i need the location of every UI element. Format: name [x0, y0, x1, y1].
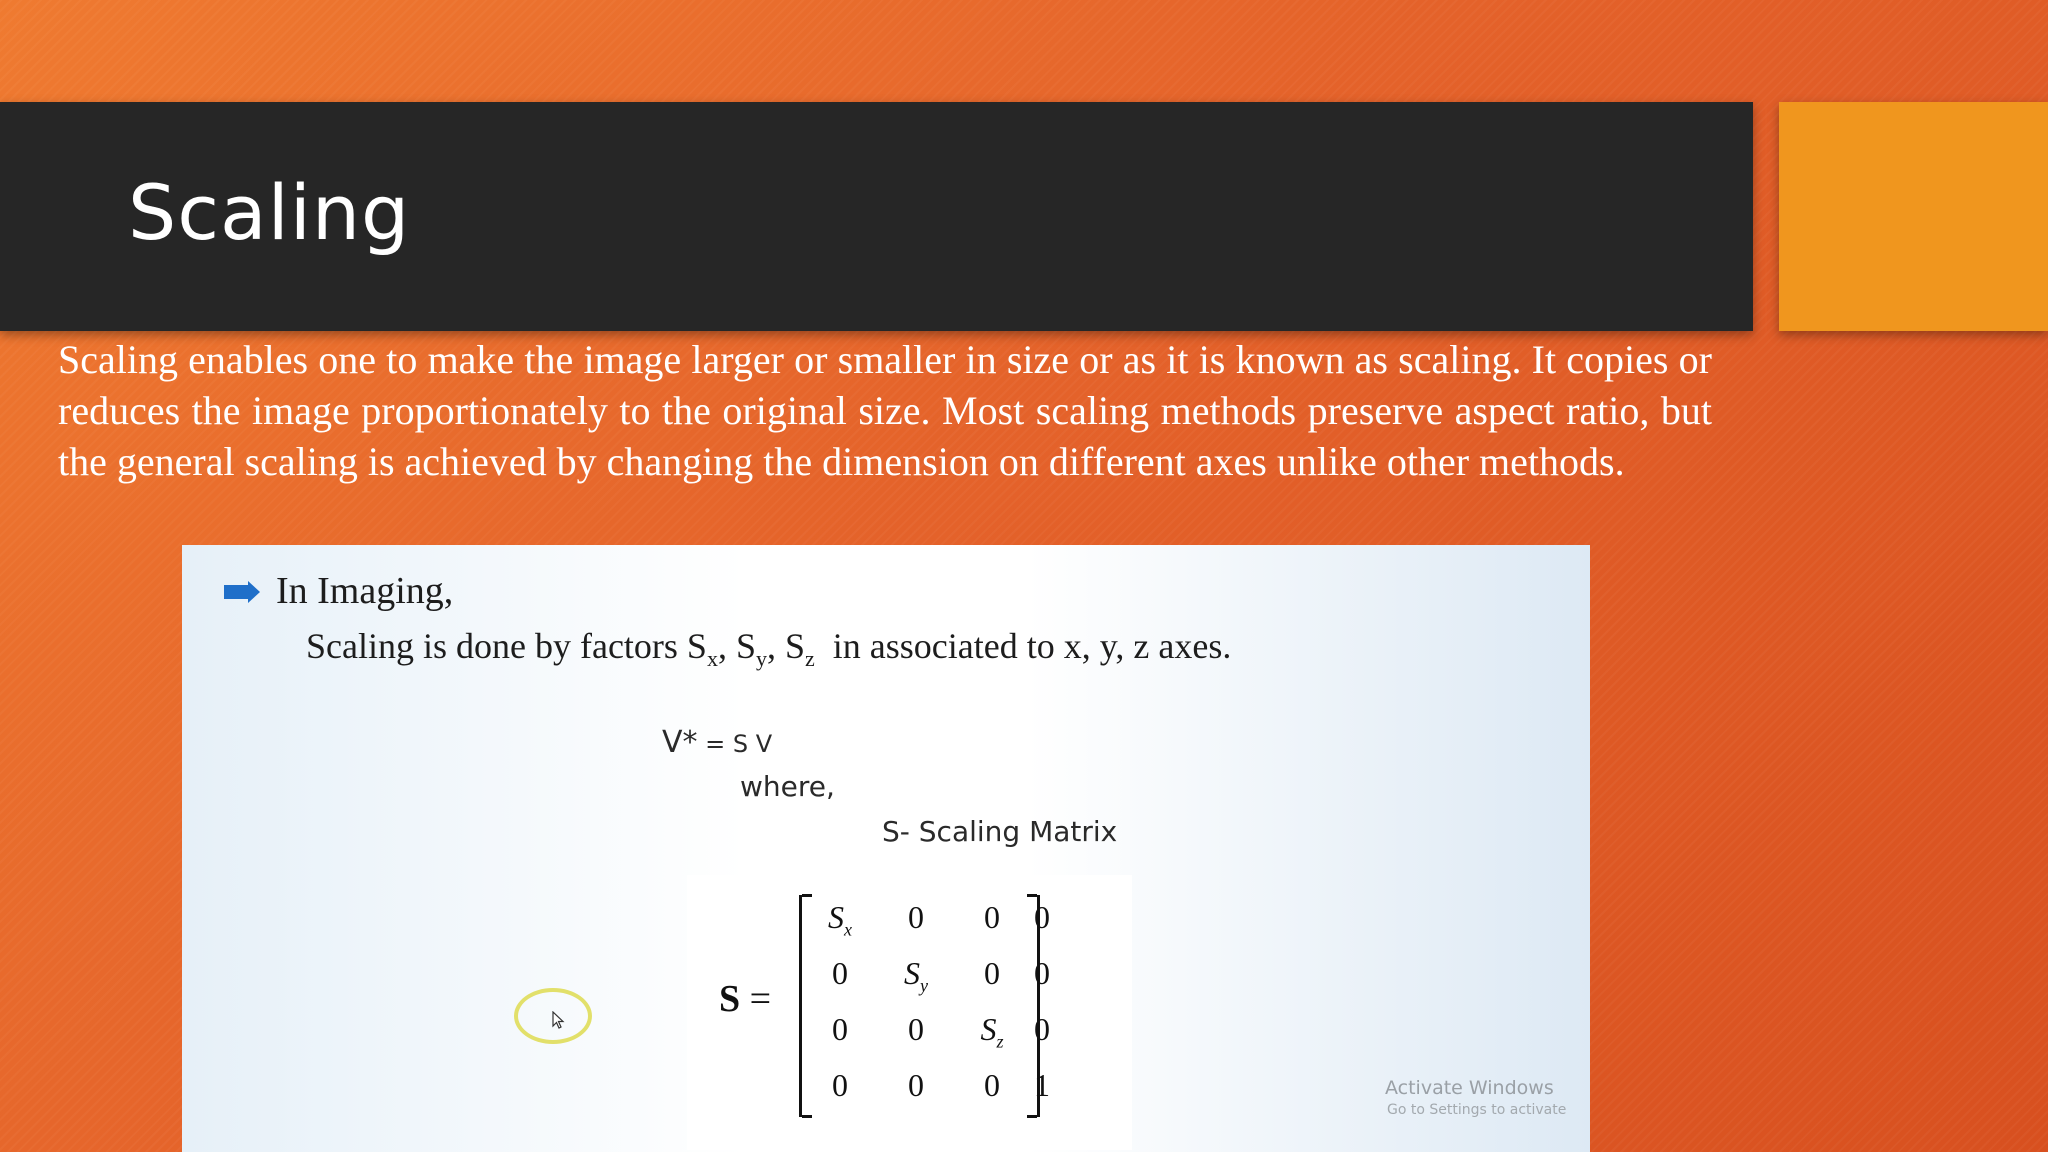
line-suffix: in associated to x, y, z axes.: [814, 626, 1232, 666]
sep-1: , S: [717, 626, 756, 666]
matrix-cell: 0: [1034, 955, 1050, 991]
activate-windows-watermark: Activate Windows: [1385, 1077, 1554, 1099]
slide-paragraph: Scaling enables one to make the image larger or smaller in size or as it is known as scaling. It copies or reduces the image proportionately to the original size. Most scaling methods preserve aspect ratio, but the general scaling is achieved by changing the dimension on different axes unlike other methods.: [58, 337, 1712, 484]
matrix-cell: 0: [832, 1067, 848, 1103]
mouse-pointer-icon: [552, 1011, 566, 1029]
matrix-cell: 1: [1034, 1067, 1050, 1103]
matrix-cell: 0: [908, 899, 924, 935]
equation: [662, 725, 772, 760]
matrix-cell: $S_y$: [904, 955, 928, 996]
scaling-factors-line: [306, 625, 1231, 672]
accent-box: [1779, 102, 2048, 331]
where-text: where,: [740, 770, 835, 803]
sub-x: x: [706, 646, 718, 672]
sep-2: , S: [766, 626, 806, 666]
sub-z: z: [805, 646, 815, 672]
eq-rhs: S V: [732, 730, 773, 758]
matrix-cell: 0: [1034, 1011, 1050, 1047]
matrix-cell: 0: [832, 955, 848, 991]
sub-y: y: [755, 646, 767, 672]
scaling-matrix-label: S- Scaling Matrix: [882, 815, 1118, 848]
matrix-cell: 0: [984, 899, 1000, 935]
matrix-cell: $S_x$: [828, 899, 852, 940]
matrix-cell: 0: [908, 1011, 924, 1047]
matrix-cell: 0: [832, 1011, 848, 1047]
matrix-panel: [687, 875, 1132, 1150]
slide-title: Scaling: [128, 168, 411, 257]
matrix-cell: 0: [984, 955, 1000, 991]
matrix-lhs: [719, 977, 781, 1021]
arrow-bullet-icon: [222, 581, 262, 603]
matrix-cell: 0: [1034, 899, 1050, 935]
embedded-slide-image: [182, 545, 1590, 1152]
imaging-heading: In Imaging,: [276, 570, 454, 612]
matrix-equals: =: [740, 978, 781, 1020]
eq-lhs: V*: [662, 725, 698, 760]
matrix-cell: 0: [908, 1067, 924, 1103]
eq-equals: =: [697, 730, 733, 758]
line-prefix: Scaling is done by factors S: [306, 626, 707, 666]
matrix-cell: 0: [984, 1067, 1000, 1103]
scaling-matrix: [799, 895, 1050, 1117]
matrix-symbol: S: [719, 978, 741, 1020]
activate-windows-subtext: Go to Settings to activate: [1387, 1102, 1567, 1118]
matrix-cell: $S_z$: [980, 1011, 1004, 1052]
